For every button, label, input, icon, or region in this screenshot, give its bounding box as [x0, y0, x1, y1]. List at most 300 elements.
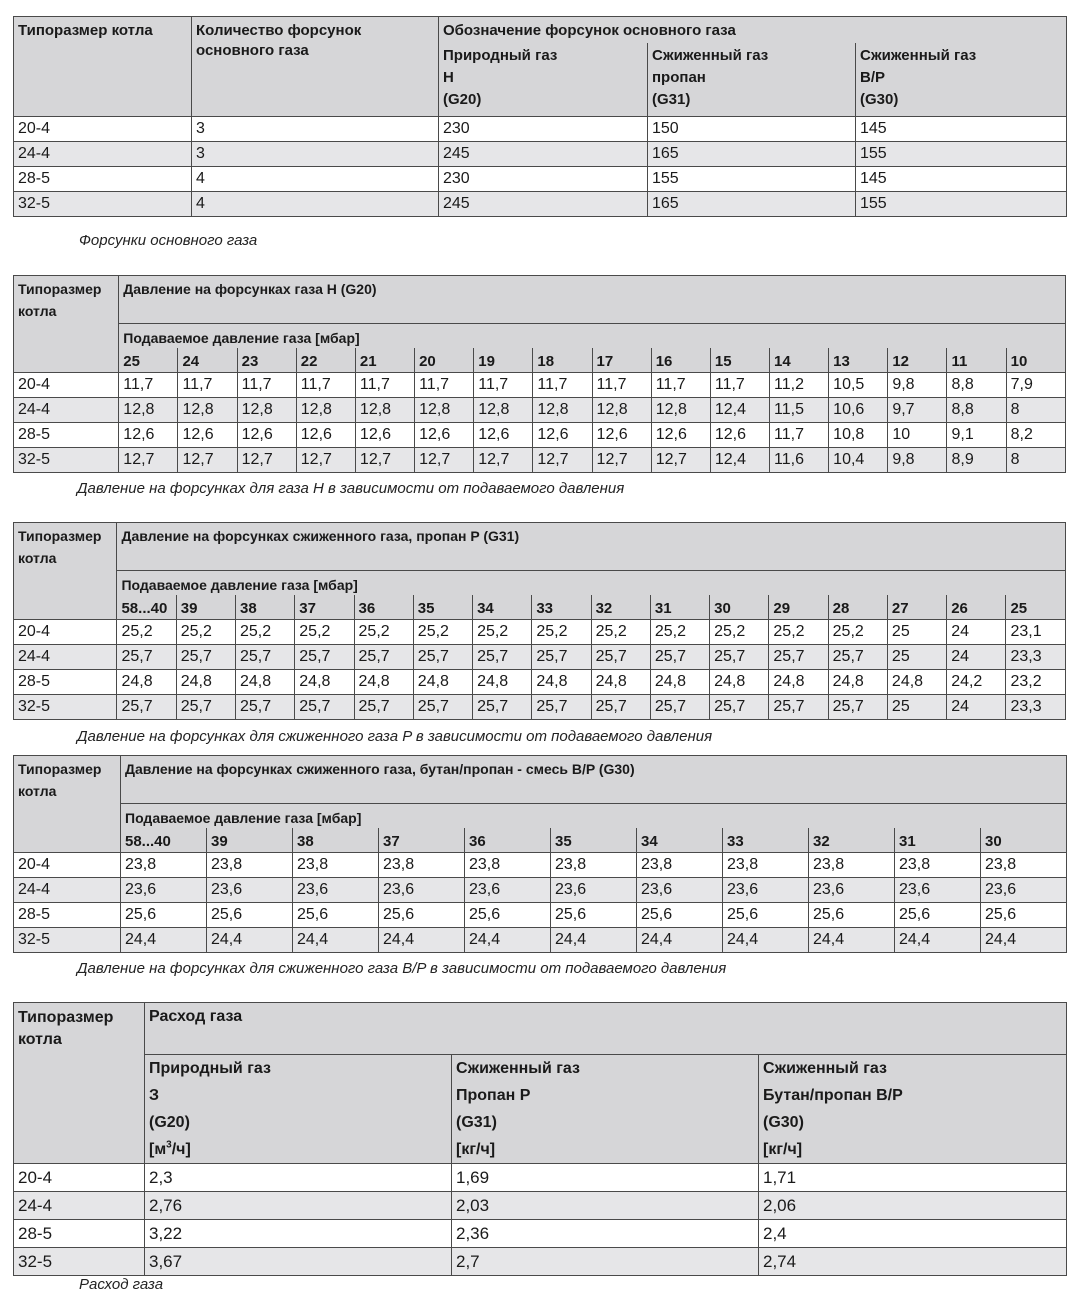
pressure-column-header: 16 — [651, 348, 710, 373]
value-cell: 25,6 — [723, 903, 809, 928]
value-cell: 25,2 — [236, 620, 295, 645]
pressure-column-header: 36 — [465, 828, 551, 853]
value-cell: 25,7 — [176, 695, 235, 720]
table-row — [14, 448, 1066, 473]
pressure-column-header: 36 — [354, 595, 413, 620]
table-row — [14, 398, 1066, 423]
value-cell: 12,8 — [237, 398, 296, 423]
value-cell: 11,7 — [178, 373, 237, 398]
value-cell: 24,4 — [981, 928, 1067, 953]
value-cell: 12,6 — [474, 423, 533, 448]
value-cell: 12,7 — [592, 448, 651, 473]
value-cell: 23,6 — [293, 878, 379, 903]
value-cell: 12,8 — [178, 398, 237, 423]
gas-consumption-table — [13, 1002, 1067, 1276]
value-cell: 23,6 — [465, 878, 551, 903]
value-cell: 4 — [192, 192, 439, 217]
value-cell: 1,71 — [759, 1164, 1067, 1192]
value-cell: 11,7 — [415, 373, 474, 398]
value-cell: 24,8 — [413, 670, 472, 695]
value-cell: 25,6 — [465, 903, 551, 928]
value-cell: 24,2 — [947, 670, 1006, 695]
boiler-size-cell: 32-5 — [14, 695, 117, 720]
header-boiler-size: Типоразмер котла — [14, 17, 192, 117]
value-cell: 165 — [648, 192, 856, 217]
value-cell: 25,6 — [121, 903, 207, 928]
value-cell: 12,6 — [355, 423, 414, 448]
header-propane: Сжиженный газ пропан (G31) — [648, 43, 856, 117]
value-cell: 12,7 — [119, 448, 178, 473]
pressure-column-header: 58...40 — [117, 595, 176, 620]
value-cell: 10 — [888, 423, 947, 448]
value-cell: 23,8 — [723, 853, 809, 878]
value-cell: 25,7 — [295, 695, 354, 720]
value-cell: 10,6 — [829, 398, 888, 423]
value-cell: 12,6 — [296, 423, 355, 448]
caption-pressure-g31: Давление на форсунках для сжиженного газа P в зависимости от подаваемого давления — [77, 728, 713, 745]
value-cell: 23,1 — [1006, 620, 1066, 645]
value-cell: 23,6 — [379, 878, 465, 903]
pressure-column-header: 27 — [887, 595, 946, 620]
value-cell: 25,7 — [295, 645, 354, 670]
value-cell: 23,3 — [1006, 695, 1066, 720]
header-natural-gas: Природный газ З (G20) $[м^3/ч]$ — [145, 1055, 452, 1164]
value-cell: 25,2 — [828, 620, 887, 645]
value-cell: 25,7 — [354, 645, 413, 670]
value-cell: 23,8 — [207, 853, 293, 878]
value-cell: 23,6 — [809, 878, 895, 903]
value-cell: 24,8 — [117, 670, 176, 695]
value-cell: 12,8 — [592, 398, 651, 423]
table-row — [14, 117, 1067, 142]
value-cell: 25,7 — [473, 645, 532, 670]
value-cell: 8,9 — [947, 448, 1006, 473]
value-cell: 24 — [947, 620, 1006, 645]
value-cell: 12,6 — [651, 423, 710, 448]
value-cell: 25,7 — [117, 645, 176, 670]
supply-pressure-label: Подаваемое давление газа [мбар] — [121, 804, 1067, 828]
value-cell: 12,8 — [651, 398, 710, 423]
value-cell: 24,8 — [473, 670, 532, 695]
value-cell: 24,8 — [591, 670, 650, 695]
pressure-column-header: 24 — [178, 348, 237, 373]
value-cell: 25,7 — [710, 695, 769, 720]
value-cell: 24 — [947, 645, 1006, 670]
value-cell: 12,6 — [237, 423, 296, 448]
value-cell: 25,6 — [637, 903, 723, 928]
value-cell: 25,7 — [828, 695, 887, 720]
value-cell: 25,7 — [650, 645, 709, 670]
pressure-column-header: 21 — [355, 348, 414, 373]
value-cell: 25,7 — [117, 695, 176, 720]
boiler-size-cell: 32-5 — [14, 1248, 145, 1276]
value-cell: 23,8 — [293, 853, 379, 878]
pressure-column-header: 28 — [828, 595, 887, 620]
value-cell: 25,6 — [551, 903, 637, 928]
value-cell: 9,8 — [888, 373, 947, 398]
value-cell: 2,76 — [145, 1192, 452, 1220]
value-cell: 12,8 — [415, 398, 474, 423]
boiler-size-cell: 24-4 — [14, 398, 119, 423]
value-cell: 2,3 — [145, 1164, 452, 1192]
value-cell: 24 — [947, 695, 1006, 720]
value-cell: 12,7 — [237, 448, 296, 473]
value-cell: 12,7 — [355, 448, 414, 473]
value-cell: 23,8 — [465, 853, 551, 878]
value-cell: 24,4 — [551, 928, 637, 953]
boiler-size-cell: 24-4 — [14, 645, 117, 670]
value-cell: 155 — [648, 167, 856, 192]
boiler-size-cell: 28-5 — [14, 1220, 145, 1248]
value-cell: 23,8 — [551, 853, 637, 878]
value-cell: 11,2 — [770, 373, 829, 398]
value-cell: 25,2 — [117, 620, 176, 645]
table-row — [14, 1192, 1067, 1220]
header-boiler-size: Типоразмер котла — [14, 1003, 145, 1164]
value-cell: 25 — [887, 645, 946, 670]
value-cell: 24,8 — [236, 670, 295, 695]
value-cell: 25,2 — [710, 620, 769, 645]
table-row — [14, 670, 1066, 695]
caption-pressure-g20: Давление на форсунках для газа H в зависимости от подаваемого давления — [77, 480, 625, 497]
value-cell: 11,6 — [770, 448, 829, 473]
table-row — [14, 373, 1066, 398]
value-cell: 24,8 — [650, 670, 709, 695]
value-cell: 25,2 — [473, 620, 532, 645]
pressure-column-header: 30 — [981, 828, 1067, 853]
caption-pressure-g30: Давление на форсунках для сжиженного газа B/P в зависимости от подаваемого давления — [77, 960, 727, 977]
value-cell: 24,8 — [354, 670, 413, 695]
value-cell: 25,7 — [532, 695, 591, 720]
boiler-size-cell: 20-4 — [14, 620, 117, 645]
value-cell: 23,6 — [895, 878, 981, 903]
value-cell: 11,7 — [710, 373, 769, 398]
pressure-table-g20 — [13, 275, 1066, 473]
value-cell: 2,06 — [759, 1192, 1067, 1220]
value-cell: 23,8 — [379, 853, 465, 878]
table-row — [14, 192, 1067, 217]
table-row — [14, 645, 1066, 670]
pressure-column-header: 10 — [1006, 348, 1065, 373]
value-cell: 3 — [192, 142, 439, 167]
header-boiler-size: Типоразмер котла — [14, 276, 119, 373]
pressure-column-header: 19 — [474, 348, 533, 373]
value-cell: 12,6 — [533, 423, 592, 448]
value-cell: 11,7 — [296, 373, 355, 398]
value-cell: 24,8 — [176, 670, 235, 695]
value-cell: 25,6 — [809, 903, 895, 928]
pressure-column-header: 32 — [809, 828, 895, 853]
value-cell: 12,8 — [355, 398, 414, 423]
boiler-size-cell: 28-5 — [14, 903, 121, 928]
table-row — [14, 695, 1066, 720]
boiler-size-cell: 20-4 — [14, 1164, 145, 1192]
value-cell: 25,7 — [354, 695, 413, 720]
value-cell: 155 — [856, 192, 1067, 217]
value-cell: 4 — [192, 167, 439, 192]
table-title: Давление на форсунках газа H (G20) — [119, 276, 1066, 324]
value-cell: 9,8 — [888, 448, 947, 473]
table-title: Давление на форсунках сжиженного газа, бутан/пропан - смесь B/P (G30) — [121, 756, 1067, 804]
boiler-size-cell: 32-5 — [14, 928, 121, 953]
pressure-column-header: 35 — [551, 828, 637, 853]
value-cell: 24,4 — [809, 928, 895, 953]
value-cell: 8,2 — [1006, 423, 1065, 448]
table-row — [14, 1164, 1067, 1192]
value-cell: 3,67 — [145, 1248, 452, 1276]
boiler-size-cell: 20-4 — [14, 117, 192, 142]
pressure-column-header: 20 — [415, 348, 474, 373]
value-cell: 8,8 — [947, 373, 1006, 398]
value-cell: 230 — [439, 117, 648, 142]
value-cell: 11,7 — [474, 373, 533, 398]
pressure-column-header: 25 — [119, 348, 178, 373]
value-cell: 12,8 — [119, 398, 178, 423]
value-cell: 24,8 — [887, 670, 946, 695]
header-nozzle-designation: Обозначение форсунок основного газа — [439, 17, 1067, 43]
value-cell: 25,7 — [591, 645, 650, 670]
value-cell: 11,7 — [533, 373, 592, 398]
pressure-table-g31 — [13, 522, 1066, 720]
value-cell: 12,8 — [296, 398, 355, 423]
table-row — [14, 423, 1066, 448]
header-nozzle-count: Количество форсунок основного газа — [192, 17, 439, 117]
pressure-column-header: 38 — [293, 828, 379, 853]
value-cell: 12,6 — [178, 423, 237, 448]
value-cell: 23,8 — [637, 853, 723, 878]
value-cell: 9,1 — [947, 423, 1006, 448]
header-propane: Сжиженный газ Пропан P (G31) [кг/ч] — [452, 1055, 759, 1164]
value-cell: 12,6 — [119, 423, 178, 448]
value-cell: 11,7 — [355, 373, 414, 398]
value-cell: 24,4 — [895, 928, 981, 953]
table-row — [14, 1248, 1067, 1276]
value-cell: 25,7 — [236, 645, 295, 670]
table-title: Давление на форсунках сжиженного газа, пропан P (G31) — [117, 523, 1066, 571]
value-cell: 23,2 — [1006, 670, 1066, 695]
value-cell: 25,6 — [981, 903, 1067, 928]
value-cell: 24,4 — [465, 928, 551, 953]
value-cell: 10,8 — [829, 423, 888, 448]
value-cell: 25,2 — [769, 620, 828, 645]
value-cell: 24,4 — [637, 928, 723, 953]
value-cell: 12,8 — [474, 398, 533, 423]
value-cell: 24,4 — [379, 928, 465, 953]
value-cell: 12,7 — [178, 448, 237, 473]
value-cell: 12,4 — [710, 398, 769, 423]
value-cell: 25 — [887, 695, 946, 720]
value-cell: 7,9 — [1006, 373, 1065, 398]
value-cell: 25,7 — [710, 645, 769, 670]
pressure-column-header: 39 — [207, 828, 293, 853]
value-cell: 8 — [1006, 398, 1065, 423]
pressure-column-header: 23 — [237, 348, 296, 373]
value-cell: 145 — [856, 167, 1067, 192]
pressure-column-header: 34 — [637, 828, 723, 853]
pressure-column-header: 30 — [710, 595, 769, 620]
value-cell: 24,4 — [121, 928, 207, 953]
table-row — [14, 1220, 1067, 1248]
value-cell: 11,7 — [592, 373, 651, 398]
value-cell: 25,7 — [176, 645, 235, 670]
boiler-size-cell: 24-4 — [14, 142, 192, 167]
boiler-size-cell: 32-5 — [14, 192, 192, 217]
caption-nozzles: Форсунки основного газа — [79, 232, 258, 249]
table-row — [14, 928, 1067, 953]
pressure-column-header: 13 — [829, 348, 888, 373]
supply-pressure-label: Подаваемое давление газа [мбар] — [119, 324, 1066, 348]
pressure-column-header: 31 — [650, 595, 709, 620]
value-cell: 23,6 — [723, 878, 809, 903]
value-cell: 24,8 — [769, 670, 828, 695]
value-cell: 23,8 — [981, 853, 1067, 878]
value-cell: 12,6 — [592, 423, 651, 448]
value-cell: 25 — [887, 620, 946, 645]
boiler-size-cell: 24-4 — [14, 878, 121, 903]
pressure-column-header: 37 — [295, 595, 354, 620]
pressure-column-header: 34 — [473, 595, 532, 620]
value-cell: 24,8 — [828, 670, 887, 695]
value-cell: 2,36 — [452, 1220, 759, 1248]
value-cell: 23,8 — [809, 853, 895, 878]
pressure-column-header: 15 — [710, 348, 769, 373]
value-cell: 1,69 — [452, 1164, 759, 1192]
value-cell: 245 — [439, 192, 648, 217]
pressure-column-header: 33 — [532, 595, 591, 620]
value-cell: 11,7 — [651, 373, 710, 398]
value-cell: 25,7 — [532, 645, 591, 670]
value-cell: 25,2 — [354, 620, 413, 645]
header-butane-propane: Сжиженный газ Бутан/пропан B/P (G30) [кг/ч] — [759, 1055, 1067, 1164]
value-cell: 12,7 — [474, 448, 533, 473]
value-cell: 155 — [856, 142, 1067, 167]
value-cell: 150 — [648, 117, 856, 142]
value-cell: 10,4 — [829, 448, 888, 473]
value-cell: 23,3 — [1006, 645, 1066, 670]
value-cell: 3,22 — [145, 1220, 452, 1248]
value-cell: 23,8 — [895, 853, 981, 878]
value-cell: 230 — [439, 167, 648, 192]
value-cell: 25,2 — [176, 620, 235, 645]
pressure-column-header: 37 — [379, 828, 465, 853]
value-cell: 8 — [1006, 448, 1065, 473]
table-row — [14, 620, 1066, 645]
header-boiler-size: Типоразмер котла — [14, 523, 117, 620]
value-cell: 12,6 — [710, 423, 769, 448]
value-cell: 25,2 — [591, 620, 650, 645]
pressure-column-header: 22 — [296, 348, 355, 373]
pressure-column-header: 17 — [592, 348, 651, 373]
header-boiler-size: Типоразмер котла — [14, 756, 121, 853]
pressure-column-header: 39 — [176, 595, 235, 620]
value-cell: 23,6 — [207, 878, 293, 903]
value-cell: 24,8 — [532, 670, 591, 695]
value-cell: 245 — [439, 142, 648, 167]
value-cell: 25,7 — [236, 695, 295, 720]
header-butane-propane: Сжиженный газ B/P (G30) — [856, 43, 1067, 117]
table-row — [14, 903, 1067, 928]
value-cell: 9,7 — [888, 398, 947, 423]
pressure-column-header: 25 — [1006, 595, 1066, 620]
value-cell: 24,4 — [207, 928, 293, 953]
value-cell: 25,7 — [413, 695, 472, 720]
table-row — [14, 142, 1067, 167]
pressure-table-g30 — [13, 755, 1067, 953]
value-cell: 24,8 — [710, 670, 769, 695]
value-cell: 25,7 — [413, 645, 472, 670]
table-row — [14, 167, 1067, 192]
boiler-size-cell: 28-5 — [14, 423, 119, 448]
value-cell: 25,7 — [828, 645, 887, 670]
boiler-size-cell: 24-4 — [14, 1192, 145, 1220]
pressure-column-header: 18 — [533, 348, 592, 373]
value-cell: 12,7 — [415, 448, 474, 473]
pressure-column-header: 29 — [769, 595, 828, 620]
value-cell: 24,4 — [723, 928, 809, 953]
value-cell: 8,8 — [947, 398, 1006, 423]
value-cell: 23,6 — [637, 878, 723, 903]
value-cell: 23,8 — [121, 853, 207, 878]
value-cell: 25,2 — [295, 620, 354, 645]
value-cell: 25,6 — [207, 903, 293, 928]
value-cell: 25,6 — [293, 903, 379, 928]
supply-pressure-label: Подаваемое давление газа [мбар] — [117, 571, 1066, 595]
value-cell: 12,8 — [533, 398, 592, 423]
boiler-size-cell: 20-4 — [14, 373, 119, 398]
caption-gas-consumption: Расход газа — [79, 1276, 164, 1293]
value-cell: 10,5 — [829, 373, 888, 398]
boiler-size-cell: 20-4 — [14, 853, 121, 878]
value-cell: 25,6 — [379, 903, 465, 928]
nozzle-table — [13, 16, 1067, 217]
pressure-column-header: 32 — [591, 595, 650, 620]
value-cell: 12,7 — [651, 448, 710, 473]
value-cell: 25,2 — [413, 620, 472, 645]
value-cell: 11,5 — [770, 398, 829, 423]
value-cell: 23,6 — [981, 878, 1067, 903]
value-cell: 11,7 — [770, 423, 829, 448]
pressure-column-header: 14 — [770, 348, 829, 373]
value-cell: 2,4 — [759, 1220, 1067, 1248]
value-cell: 25,7 — [650, 695, 709, 720]
table-row — [14, 878, 1067, 903]
value-cell: 11,7 — [119, 373, 178, 398]
value-cell: 12,6 — [415, 423, 474, 448]
value-cell: 2,74 — [759, 1248, 1067, 1276]
value-cell: 25,7 — [473, 695, 532, 720]
value-cell: 12,4 — [710, 448, 769, 473]
value-cell: 24,4 — [293, 928, 379, 953]
value-cell: 12,7 — [533, 448, 592, 473]
value-cell: 24,8 — [295, 670, 354, 695]
header-natural-gas: Природный газ H (G20) — [439, 43, 648, 117]
pressure-column-header: 31 — [895, 828, 981, 853]
value-cell: 23,6 — [551, 878, 637, 903]
value-cell: 25,6 — [895, 903, 981, 928]
value-cell: 11,7 — [237, 373, 296, 398]
value-cell: 2,7 — [452, 1248, 759, 1276]
value-cell: 2,03 — [452, 1192, 759, 1220]
value-cell: 25,7 — [769, 695, 828, 720]
boiler-size-cell: 28-5 — [14, 670, 117, 695]
value-cell: 3 — [192, 117, 439, 142]
boiler-size-cell: 28-5 — [14, 167, 192, 192]
value-cell: 25,2 — [650, 620, 709, 645]
pressure-column-header: 12 — [888, 348, 947, 373]
value-cell: 25,7 — [769, 645, 828, 670]
value-cell: 23,6 — [121, 878, 207, 903]
table-title: Расход газа — [145, 1003, 1067, 1055]
